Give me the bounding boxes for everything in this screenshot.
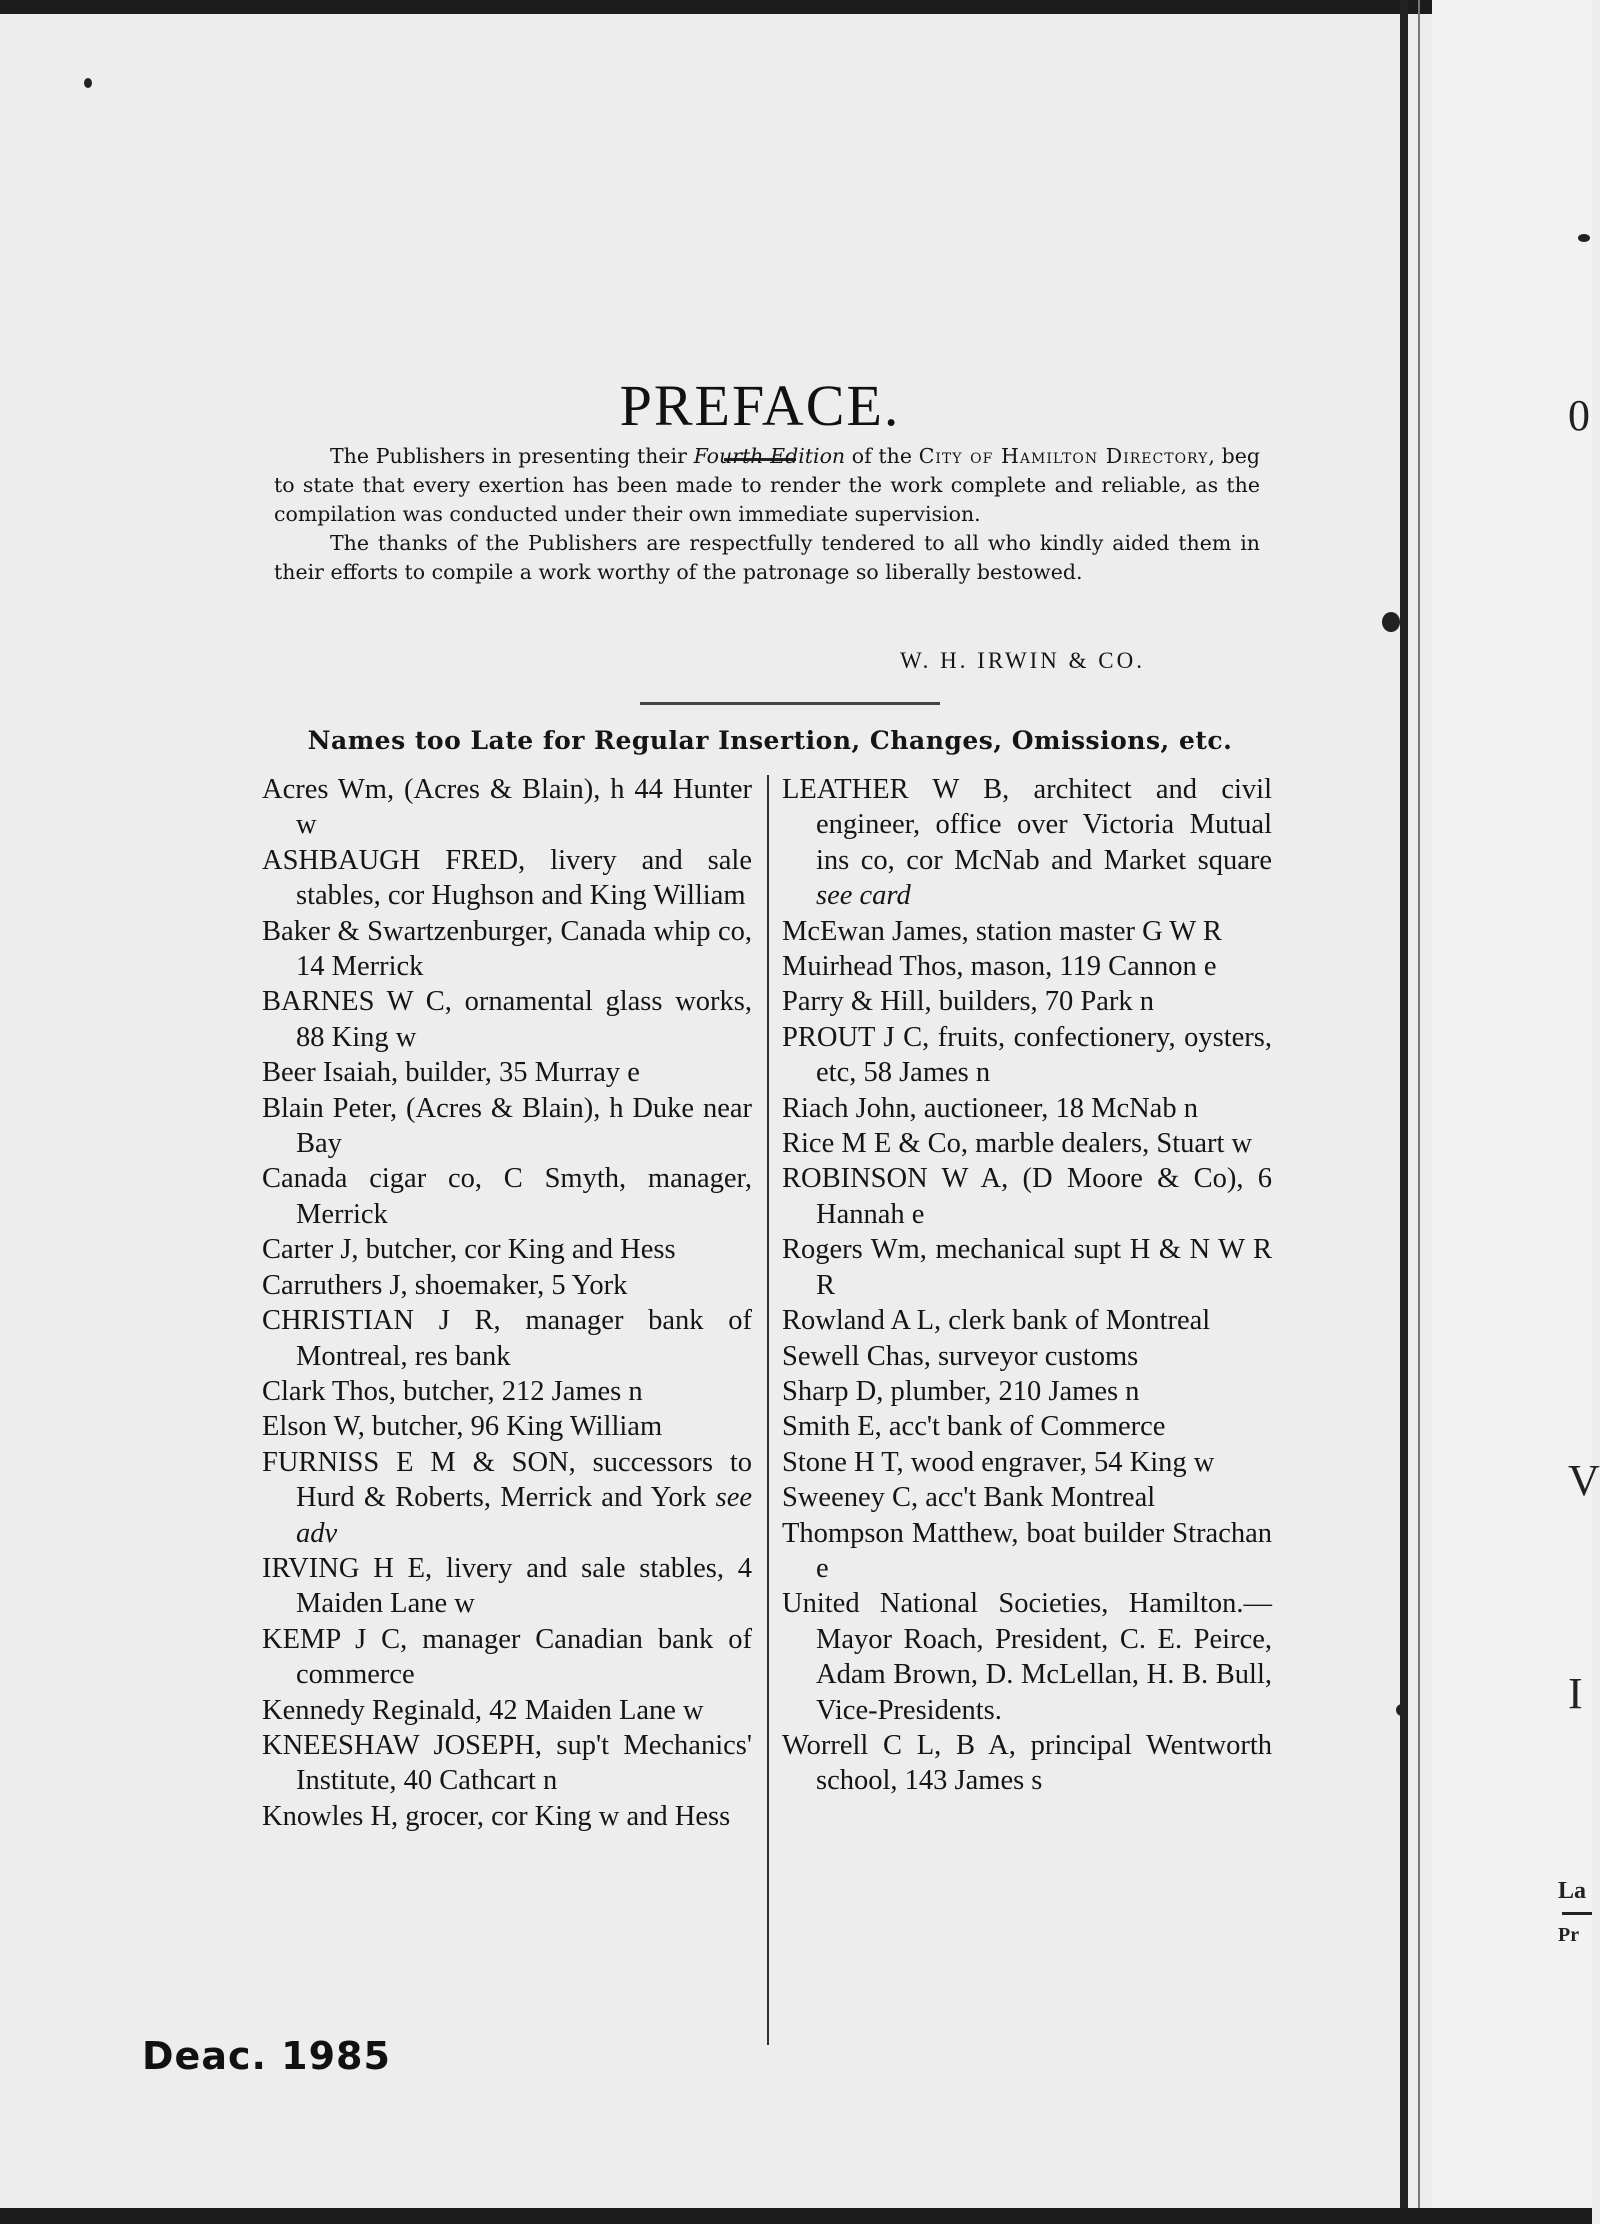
see-card-note: see card (816, 880, 911, 912)
ink-speck (84, 78, 92, 88)
publisher-signature: W. H. IRWIN & CO. (900, 648, 1146, 673)
directory-entry: Acres Wm, (Acres & Blain), h 44 Hunter w (262, 774, 752, 841)
ink-speck (1382, 612, 1400, 632)
directory-entry: Thompson Matthew, boat builder Strachan e (782, 1517, 1272, 1584)
directory-entry: Parry & Hill, builders, 70 Park n (782, 986, 1155, 1018)
preface-paragraph-1: The Publishers in presenting their Fourth Edition of the City of Hamilton Directory, beg to state that every exertion has been made to render the work complete and reliable, as the compilation was conducted under their own immediate supervision. (274, 444, 1261, 526)
directory-entry: Muirhead Thos, mason, 119 Cannon e (782, 951, 1217, 983)
section-divider (640, 702, 940, 705)
facing-page-letter: I (1568, 1669, 1583, 1718)
directory-entry: ASHBAUGH FRED, livery and sale stables, cor Hughson and King William (262, 844, 752, 912)
directory-entry: Sewell Chas, surveyor customs (782, 1340, 1139, 1372)
directory-entry: KEMP J C, manager Canadian bank of commerce (262, 1623, 752, 1691)
directory-entry: Canada cigar co, C Smyth, manager, Merrick (262, 1163, 752, 1230)
directory-entry: Elson W, butcher, 96 King William (262, 1411, 663, 1443)
directory-entry: Beer Isaiah, builder, 35 Murray e (262, 1057, 640, 1089)
directory-entry: IRVING H E, livery and sale stables, 4 Maiden Lane w (262, 1552, 752, 1620)
gutter-line (1418, 0, 1420, 2224)
directory-entry: Kennedy Reginald, 42 Maiden Lane w (262, 1694, 704, 1726)
ink-speck (1396, 1704, 1408, 1716)
directory-entry: Knowles H, grocer, cor King w and Hess (262, 1800, 731, 1832)
preface-text (274, 442, 1260, 587)
directory-entry: United National Societies, Hamilton.—Mayor Roach, President, C. E. Peirce, Adam Brown, D. McLellan, H. B. Bull, Vice-Presidents. (782, 1588, 1272, 1726)
scan-border-top (0, 0, 1592, 14)
directory-entry: CHRISTIAN J R, manager bank of Montreal, res bank (262, 1305, 752, 1372)
directory-entry: PROUT J C, fruits, confectionery, oysters, etc, 58 James n (782, 1021, 1272, 1089)
directory-entry: Carter J, butcher, cor King and Hess (262, 1234, 676, 1266)
directory-entry: Rice M E & Co, marble dealers, Stuart w (782, 1128, 1253, 1160)
archive-stamp: Deac. 1985 (142, 2034, 391, 2078)
page-title: PREFACE. (619, 373, 901, 438)
directory-entry: Carruthers J, shoemaker, 5 York (262, 1269, 628, 1301)
directory-column-left (262, 772, 752, 2042)
directory-entry: Riach John, auctioneer, 18 McNab n (782, 1092, 1198, 1124)
ink-speck (1578, 234, 1590, 242)
section-heading: Names too Late for Regular Insertion, Changes, Omissions, etc. (307, 726, 1233, 755)
directory-entry: ROBINSON W A, (D Moore & Co), 6 Hannah e (782, 1163, 1272, 1230)
directory-entry: Sharp D, plumber, 210 James n (782, 1375, 1140, 1407)
directory-entry: KNEESHAW JOSEPH, sup't Mechanics' Institute, 40 Cathcart n (262, 1729, 752, 1797)
facing-page-letter: 0 (1568, 391, 1590, 440)
directory-entry: McEwan James, station master G W R (782, 915, 1222, 947)
directory-entry: LEATHER W B, architect and civil engineer, office over Victoria Mutual ins co, cor McNab and Market square see card (782, 774, 1272, 912)
directory-column-right (782, 772, 1272, 2042)
scan-border-bottom (0, 2208, 1592, 2224)
column-rule (767, 775, 769, 2045)
directory-entry: Sweeney C, acc't Bank Montreal (782, 1482, 1156, 1514)
see-adv-note: see adv (296, 1482, 752, 1549)
preface-paragraph-2: The thanks of the Publishers are respectfully tendered to all who kindly aided them in their efforts to compile a work worthy of the patronage so liberally bestowed. (274, 531, 1260, 584)
directory-entry: Stone H T, wood engraver, 54 King w (782, 1446, 1215, 1478)
directory-entry: Rowland A L, clerk bank of Montreal (782, 1305, 1211, 1337)
facing-page-letter: La (1558, 1878, 1587, 1904)
directory-entry: Smith E, acc't bank of Commerce (782, 1411, 1166, 1443)
directory-entry: Worrell C L, B A, principal Wentworth school, 143 James s (782, 1729, 1272, 1797)
directory-entry: Clark Thos, butcher, 212 James n (262, 1375, 643, 1407)
directory-entry: Rogers Wm, mechanical supt H & N W R R (782, 1234, 1272, 1301)
directory-entry: Blain Peter, (Acres & Blain), h Duke near Bay (262, 1092, 752, 1160)
facing-page-letter: V (1568, 1456, 1600, 1505)
directory-entry: Baker & Swartzenburger, Canada whip co, 14 Merrick (262, 915, 752, 983)
gutter-shadow (1400, 0, 1408, 2224)
facing-page-rule (1562, 1912, 1592, 1915)
directory-entry: FURNISS E M & SON, successors to Hurd & Roberts, Merrick and York see adv (262, 1446, 752, 1549)
directory-entry: BARNES W C, ornamental glass works, 88 King w (262, 986, 752, 1053)
facing-page-letter: Pr (1558, 1924, 1580, 1946)
